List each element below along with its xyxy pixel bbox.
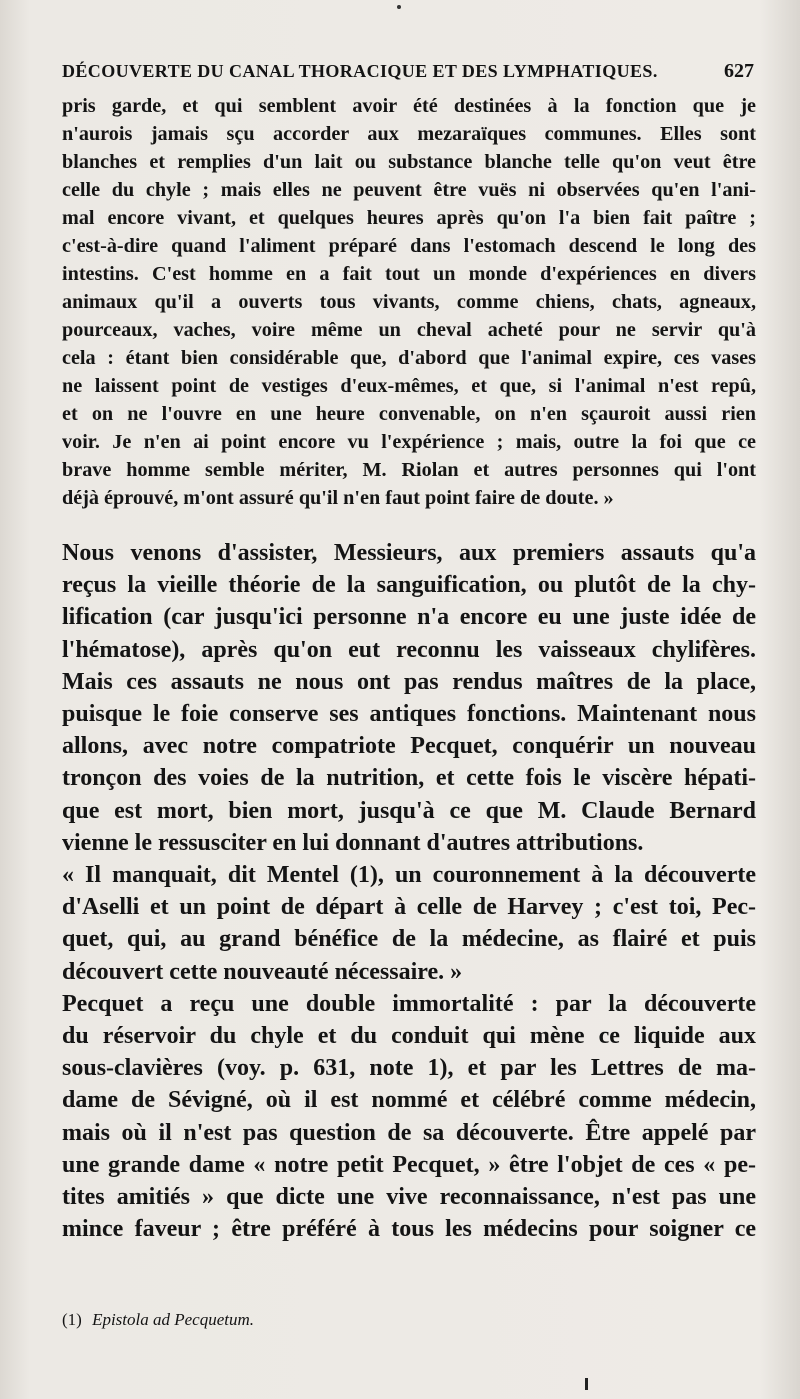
running-title: DÉCOUVERTE DU CANAL THORACIQUE ET DES LYMPHATIQUES. <box>62 61 658 81</box>
footnote <box>62 1310 562 1330</box>
quote-line: et on ne l'ouvre en une heure convenable, on n'en sçauroit aussi rien <box>62 403 756 425</box>
bleed-through-text <box>70 34 770 54</box>
quote-line: intestins. C'est homme en a fait tout un monde d'expériences en divers <box>62 263 756 285</box>
footnote-text: Epistola ad Pecquetum. <box>92 1310 255 1329</box>
body-line: tites amitiés » que dicte une vive reconnaissance, n'est pas une <box>62 1184 756 1211</box>
body-line: puisque le foie conserve ses antiques fonctions. Maintenant nous <box>62 701 756 728</box>
body-line: découvert cette nouveauté nécessaire. » <box>62 958 463 985</box>
footnote-mark: (1) <box>62 1310 82 1329</box>
page-number: 627 <box>724 60 754 82</box>
body-line: une grande dame « notre petit Pecquet, » être l'objet de ces « pe- <box>62 1151 756 1178</box>
quote-line: pourceaux, vaches, voire même un cheval acheté pour ne servir qu'à <box>62 319 756 341</box>
body-line: reçus la vieille théorie de la sanguification, ou plutôt de la chy- <box>62 572 756 599</box>
quote-line: c'est-à-dire quand l'aliment préparé dans l'estomach descend le long des <box>62 235 756 257</box>
body-line: mince faveur ; être préféré à tous les médecins pour soigner ce <box>62 1216 756 1243</box>
signature-mark <box>585 1378 588 1390</box>
quote-line: ne laissent point de vestiges d'eux-mêmes, et que, si l'animal n'est repû, <box>62 375 756 397</box>
body-line: dame de Sévigné, où il est nommé et célébré comme médecin, <box>62 1087 756 1114</box>
body-line: l'hématose), après qu'on eut reconnu les vaisseaux chylifères. <box>62 636 756 663</box>
quote-line: déjà éprouvé, m'ont assuré qu'il n'en faut point faire de doute. » <box>62 487 614 509</box>
body-line: d'Aselli et un point de départ à celle de Harvey ; c'est toi, Pec- <box>62 894 756 921</box>
quote-line: cela : étant bien considérable que, d'abord que l'animal expire, ces vases <box>62 347 756 369</box>
quote-line: pris garde, et qui semblent avoir été destinées à la fonction que je <box>62 95 756 117</box>
body-line: quet, qui, au grand bénéfice de la médecine, as flairé et puis <box>62 926 756 953</box>
quote-line: brave homme semble mériter, M. Riolan et autres personnes qui l'ont <box>62 459 756 481</box>
quote-line: blanches et remplies d'un lait ou substance blanche telle qu'on veut être <box>62 151 756 173</box>
body-line: mais où il n'est pas question de sa découverte. Être appelé par <box>62 1119 756 1146</box>
quote-line: voir. Je n'en ai point encore vu l'expérience ; mais, outre la foi que ce <box>62 431 756 453</box>
body-line: vienne le ressusciter en lui donnant d'autres attributions. <box>62 829 644 856</box>
body-line: tronçon des voies de la nutrition, et cette fois le viscère hépati- <box>62 765 756 792</box>
quote-line: n'aurois jamais sçu accorder aux mezaraïques communes. Elles sont <box>62 123 756 145</box>
quote-line: celle du chyle ; mais elles ne peuvent être vuës ni observées qu'en l'ani- <box>62 179 756 201</box>
quote-line: animaux qu'il a ouverts tous vivants, comme chiens, chats, agneaux, <box>62 291 756 313</box>
quote-line: mal encore vivant, et quelques heures après qu'on l'a bien fait paître ; <box>62 207 756 229</box>
body-line: Nous venons d'assister, Messieurs, aux premiers assauts qu'a <box>62 540 756 566</box>
body-text <box>62 537 756 1245</box>
body-line: du réservoir du chyle et du conduit qui mène ce liquide aux <box>62 1023 756 1050</box>
body-line: Pecquet a reçu une double immortalité : par la découverte <box>62 990 756 1017</box>
body-line: que est mort, bien mort, jusqu'à ce que M. Claude Bernard <box>62 797 756 824</box>
body-line: lification (car jusqu'ici personne n'a encore eu une juste idée de <box>62 604 756 631</box>
body-line: « Il manquait, dit Mentel (1), un couronnement à la découverte <box>62 862 756 889</box>
top-speck <box>397 5 401 9</box>
quoted-passage <box>62 92 756 512</box>
body-line: Mais ces assauts ne nous ont pas rendus maîtres de la place, <box>62 668 756 695</box>
body-line: sous-clavières (voy. p. 631, note 1), et par les Lettres de ma- <box>62 1055 756 1082</box>
body-line: allons, avec notre compatriote Pecquet, conquérir un nouveau <box>62 733 756 760</box>
running-header <box>62 60 754 90</box>
